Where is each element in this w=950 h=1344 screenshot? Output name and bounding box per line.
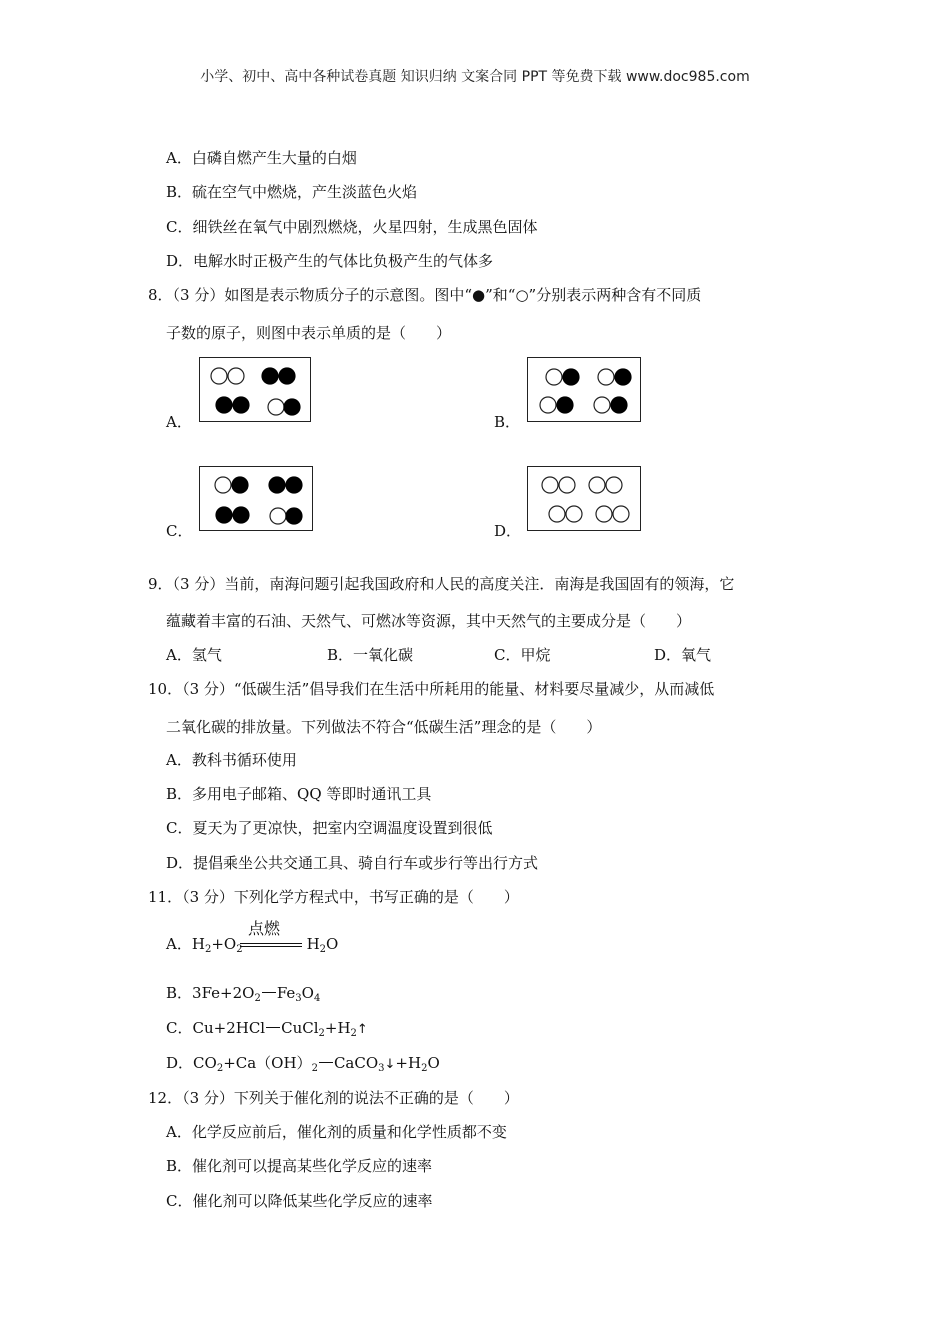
black-atom bbox=[286, 508, 302, 524]
q12-option-c: C．催化剂可以降低某些化学反应的速率 bbox=[166, 1192, 433, 1210]
q8-label-a: A． bbox=[166, 413, 192, 431]
q11-a-sub3: 2 bbox=[319, 944, 327, 955]
black-atom bbox=[233, 397, 249, 413]
q7-option-b: B．硫在空气中燃烧，产生淡蓝色火焰 bbox=[166, 183, 418, 201]
q9-option-d: D．氧气 bbox=[654, 646, 712, 664]
black-atom bbox=[269, 477, 285, 493]
white-atom bbox=[559, 477, 575, 493]
q9-stem-line2: 蕴藏着丰富的石油、天然气、可燃冰等资源，其中天然气的主要成分是（ ） bbox=[166, 612, 692, 630]
black-atom bbox=[216, 507, 232, 523]
q10-stem-line1: 10．（3 分）“低碳生活”倡导我们在生活中所耗用的能量、材料要尽量减少，从而减低 bbox=[148, 680, 715, 698]
q10-option-b: B．多用电子邮箱、QQ 等即时通讯工具 bbox=[166, 785, 432, 803]
q8-diagram-d-svg bbox=[528, 467, 642, 532]
q11-c-sub1: 2 bbox=[318, 1028, 325, 1039]
q11-d-sub3: 3 bbox=[378, 1063, 385, 1074]
white-atom bbox=[549, 506, 565, 522]
q11-d-label: D． bbox=[166, 1054, 194, 1072]
q11-d-mid: +Ca（OH） bbox=[223, 1054, 312, 1072]
q11-a-label: A． bbox=[166, 935, 192, 953]
page-header: 小学、初中、高中各种试卷真题 知识归纳 文案合同 PPT 等免费下载 www.doc985.com bbox=[200, 69, 750, 85]
black-atom bbox=[286, 477, 302, 493]
q8-label-b: B． bbox=[494, 413, 521, 431]
black-atom bbox=[262, 368, 278, 384]
q11-b-sub3: 4 bbox=[313, 993, 321, 1004]
white-atom bbox=[594, 397, 610, 413]
q8-label-c: C． bbox=[166, 522, 193, 540]
q7-option-c: C．细铁丝在氧气中剧烈燃烧，火星四射，生成黑色固体 bbox=[166, 218, 538, 236]
white-atom bbox=[589, 477, 605, 493]
q8-diagram-a bbox=[199, 357, 311, 422]
up-arrow-icon: ↑ bbox=[356, 1022, 368, 1037]
q11-a-left: H bbox=[191, 935, 205, 953]
q11-c-right: CuCl bbox=[281, 1019, 319, 1037]
black-atom bbox=[557, 397, 573, 413]
q12-option-b: B．催化剂可以提高某些化学反应的速率 bbox=[166, 1157, 433, 1175]
q9-option-b: B．一氧化碳 bbox=[327, 646, 414, 664]
q11-option-b bbox=[166, 983, 320, 1009]
q9-stem-line1: 9．（3 分）当前，南海问题引起我国政府和人民的高度关注．南海是我国固有的领海，它 bbox=[148, 575, 735, 593]
q11-b-sub2: 3 bbox=[295, 993, 302, 1004]
black-atom bbox=[611, 397, 627, 413]
q8-diagram-c-svg bbox=[200, 467, 314, 532]
q11-a-sub1: 2 bbox=[204, 944, 212, 955]
q11-a-mid: +O bbox=[211, 935, 237, 953]
black-atom bbox=[563, 369, 579, 385]
q10-stem-line2: 二氧化碳的排放量。下列做法不符合“低碳生活”理念的是（ ） bbox=[166, 718, 602, 736]
q11-d-right: CaCO bbox=[333, 1054, 379, 1072]
q11-d-sub2: 2 bbox=[311, 1063, 318, 1074]
q7-option-d: D．电解水时正极产生的气体比负极产生的气体多 bbox=[166, 252, 494, 270]
q8-stem-line2: 子数的原子，则图中表示单质的是（ ） bbox=[166, 324, 452, 342]
white-atom bbox=[566, 506, 582, 522]
q9-option-a: A．氢气 bbox=[166, 646, 222, 664]
q11-a-sub2: 2 bbox=[236, 944, 243, 955]
q10-option-d: D．提倡乘坐公共交通工具、骑自行车或步行等出行方式 bbox=[166, 854, 539, 872]
white-atom bbox=[546, 369, 562, 385]
q11-a-equals-sign bbox=[240, 943, 302, 947]
black-atom bbox=[279, 368, 295, 384]
white-atom bbox=[542, 477, 558, 493]
white-atom bbox=[613, 506, 629, 522]
q11-option-c bbox=[166, 1018, 368, 1044]
q11-b-label: B． bbox=[166, 984, 193, 1002]
white-atom bbox=[596, 506, 612, 522]
q9-option-c: C．甲烷 bbox=[494, 646, 551, 664]
white-atom bbox=[540, 397, 556, 413]
black-atom bbox=[615, 369, 631, 385]
q11-d-sub4: 2 bbox=[421, 1063, 428, 1074]
white-atom bbox=[270, 508, 286, 524]
white-atom bbox=[598, 369, 614, 385]
black-atom bbox=[233, 507, 249, 523]
q11-a-condition: 点燃 bbox=[248, 919, 281, 938]
q8-diagram-d bbox=[527, 466, 641, 531]
q11-c-equals-sign bbox=[266, 1027, 280, 1028]
down-arrow-icon: ↓ bbox=[384, 1057, 396, 1072]
q8-diagram-a-svg bbox=[200, 358, 312, 423]
q11-d-end2: O bbox=[427, 1054, 440, 1072]
q7-option-a: A．白磷自燃产生大量的白烟 bbox=[166, 149, 357, 167]
white-atom bbox=[228, 368, 244, 384]
q8-label-d: D． bbox=[494, 522, 522, 540]
q11-d-sub1: 2 bbox=[216, 1063, 224, 1074]
q11-b-mid: O bbox=[301, 984, 314, 1002]
q11-stem: 11．（3 分）下列化学方程式中，书写正确的是（ ） bbox=[148, 888, 519, 906]
q10-option-a: A．教科书循环使用 bbox=[166, 751, 297, 769]
q11-a-right: H bbox=[306, 935, 320, 953]
q11-option-d bbox=[166, 1053, 440, 1079]
white-atom bbox=[606, 477, 622, 493]
q11-d-equals-sign bbox=[319, 1062, 333, 1063]
q11-d-end: +H bbox=[395, 1054, 422, 1072]
q8-diagram-b-svg bbox=[528, 358, 642, 423]
q11-b-right: Fe bbox=[276, 984, 296, 1002]
black-atom bbox=[284, 399, 300, 415]
white-atom bbox=[211, 368, 227, 384]
q11-b-sub1: 2 bbox=[254, 993, 261, 1004]
black-atom bbox=[216, 397, 232, 413]
q10-option-c: C．夏天为了更凉快，把室内空调温度设置到很低 bbox=[166, 819, 493, 837]
q11-c-mid: +H bbox=[324, 1019, 351, 1037]
q11-c-label: C． bbox=[166, 1019, 193, 1037]
q12-stem: 12．（3 分）下列关于催化剂的说法不正确的是（ ） bbox=[148, 1089, 519, 1107]
q11-d-left: CO bbox=[193, 1054, 217, 1072]
white-atom bbox=[268, 399, 284, 415]
q12-option-a: A．化学反应前后，催化剂的质量和化学性质都不变 bbox=[166, 1123, 507, 1141]
q11-a-end: O bbox=[326, 935, 339, 953]
q11-b-left: 3Fe+2O bbox=[192, 984, 255, 1002]
white-atom bbox=[215, 477, 231, 493]
q8-diagram-b bbox=[527, 357, 641, 422]
q11-b-equals-sign bbox=[262, 992, 276, 993]
q11-c-sub2: 2 bbox=[350, 1028, 357, 1039]
q8-stem-line1: 8．（3 分）如图是表示物质分子的示意图。图中“●”和“○”分别表示两种含有不同质 bbox=[148, 286, 702, 304]
black-atom bbox=[232, 477, 248, 493]
q11-c-left: Cu+2HCl bbox=[192, 1019, 266, 1037]
q8-diagram-c bbox=[199, 466, 313, 531]
